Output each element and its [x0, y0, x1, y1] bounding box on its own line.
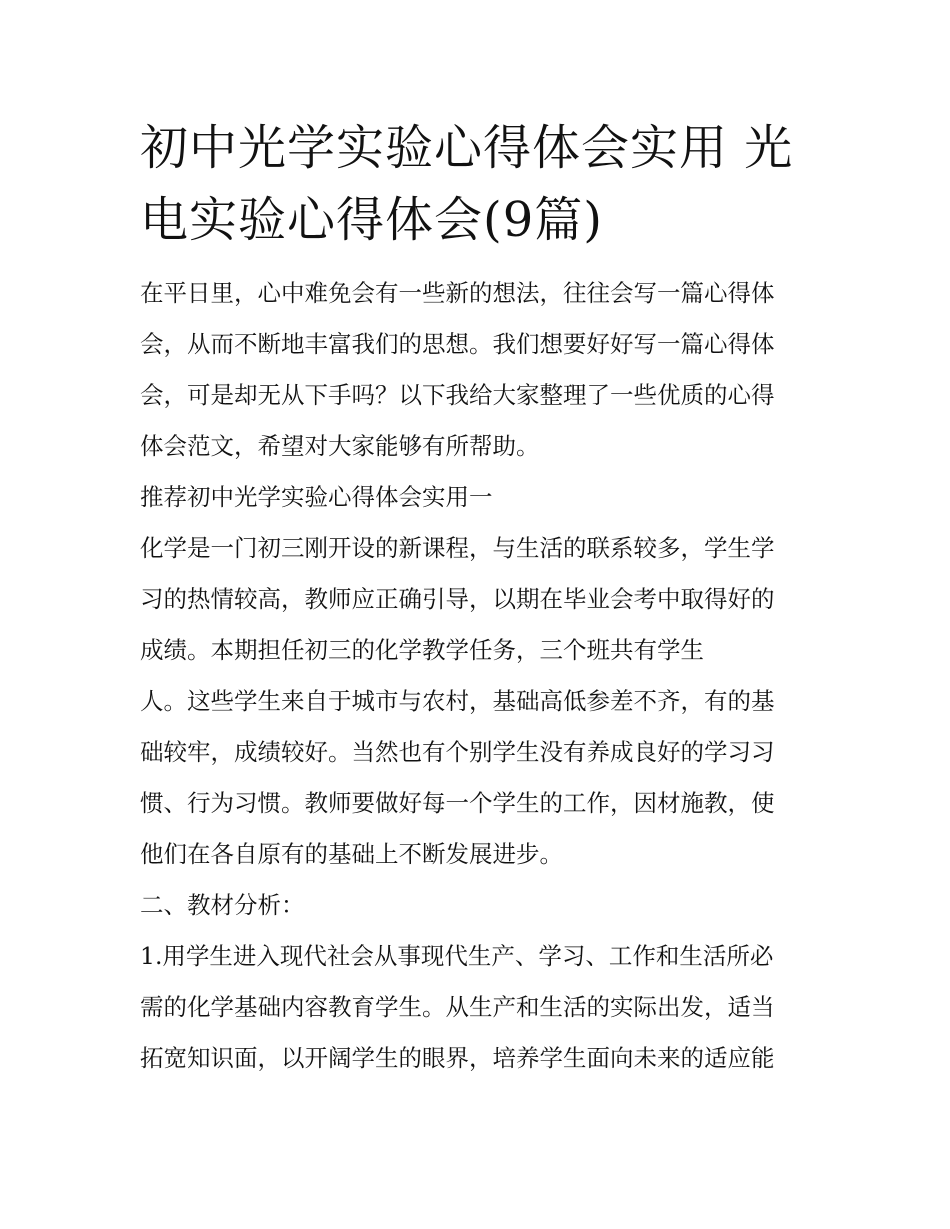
body-line: 成绩。本期担任初三的化学教学任务，三个班共有学生	[140, 636, 704, 664]
section-heading: 推荐初中光学实验心得体会实用一	[140, 483, 493, 511]
body-line: 体会范文，希望对大家能够有所帮助。	[140, 432, 540, 460]
title-line-1: 初中光学实验心得体会实用 光	[140, 120, 794, 176]
body-line: 人。这些学生来自于城市与农村，基础高低参差不齐，有的基	[140, 687, 775, 715]
body-line: 在平日里，心中难免会有一些新的想法，往往会写一篇心得体	[140, 279, 775, 307]
title-line-2: 电实验心得体会(9篇)	[140, 192, 603, 248]
body-line: 惯、行为习惯。教师要做好每一个学生的工作，因材施教，使	[140, 789, 775, 817]
body-line: 化学是一门初三刚开设的新课程，与生活的联系较多，学生学	[140, 534, 775, 562]
document-title	[140, 112, 812, 256]
document-body	[140, 268, 812, 1084]
body-line: 1.用学生进入现代社会从事现代生产、学习、工作和生活所必	[140, 942, 774, 970]
body-line: 他们在各自原有的基础上不断发展进步。	[140, 840, 563, 868]
body-line: 础较牢，成绩较好。当然也有个别学生没有养成良好的学习习	[140, 738, 775, 766]
body-line: 习的热情较高，教师应正确引导，以期在毕业会考中取得好的	[140, 585, 775, 613]
section-heading: 二、教材分析：	[140, 891, 305, 919]
body-line: 需的化学基础内容教育学生。从生产和生活的实际出发，适当	[140, 993, 775, 1021]
body-line: 会，可是却无从下手吗？以下我给大家整理了一些优质的心得	[140, 381, 775, 409]
body-line: 拓宽知识面，以开阔学生的眼界，培养学生面向未来的适应能	[140, 1044, 775, 1072]
document-page	[140, 112, 812, 1084]
body-line: 会，从而不断地丰富我们的思想。我们想要好好写一篇心得体	[140, 330, 775, 358]
